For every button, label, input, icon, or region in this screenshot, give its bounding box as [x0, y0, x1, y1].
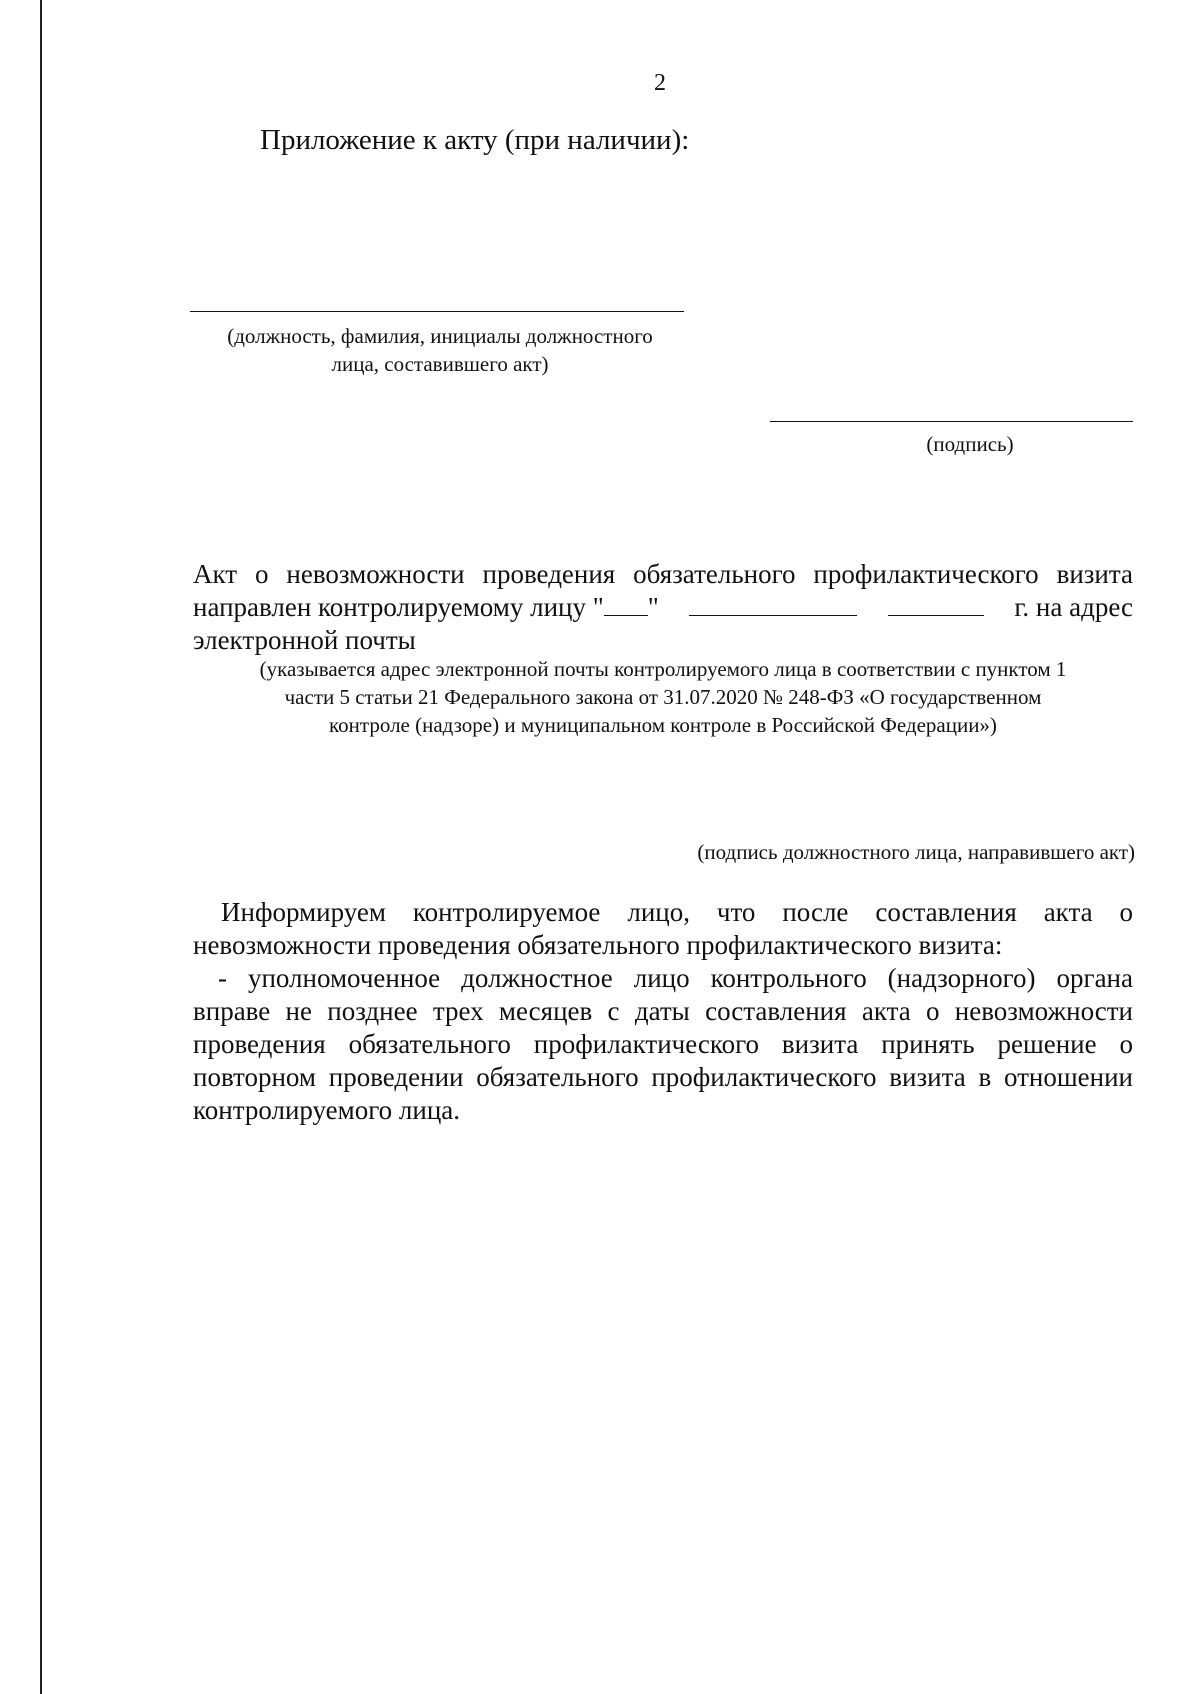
email-note	[193, 655, 1133, 739]
day-blank	[604, 591, 648, 616]
official-caption	[190, 322, 690, 378]
year-blank	[888, 591, 984, 616]
official-caption-line1: (должность, фамилия, инициалы должностного	[227, 324, 653, 348]
month-blank	[689, 591, 857, 616]
info-paragraph	[193, 896, 1133, 1127]
act-notice-line3: электронной почты	[193, 625, 416, 655]
page-number: 2	[654, 70, 666, 96]
info-line3: - уполномоченное должностное лицо контрольного (надзорного) органа	[218, 963, 1133, 993]
signature-caption: (подпись)	[926, 432, 1014, 456]
appendix-label: Приложение к акту (при наличии):	[260, 124, 690, 156]
act-notice-quote-close: "	[647, 592, 659, 622]
info-line7: контролируемого лица.	[193, 1095, 461, 1125]
info-line6: повторном проведении обязательного профилактического визита в отношении	[193, 1062, 1133, 1092]
act-notice	[193, 558, 1133, 657]
email-note-line3: контроле (надзоре) и муниципальном контроле в Российской Федерации»)	[329, 713, 997, 737]
info-line5: проведения обязательного профилактического визита принять решение о	[193, 1029, 1133, 1059]
info-line4: вправе не позднее трех месяцев с даты составления акта о невозможности	[193, 996, 1133, 1026]
act-notice-line1: Акт о невозможности проведения обязательного профилактического визита	[193, 559, 1133, 589]
email-note-line1: (указывается адрес электронной почты контролируемого лица в соответствии с пунктом 1	[259, 657, 1067, 681]
page-left-edge	[40, 0, 42, 1694]
act-notice-line2-end: г. на адрес	[1014, 592, 1133, 622]
sender-signature-caption: (подпись должностного лица, направившего акт)	[697, 840, 1135, 864]
official-name-line	[190, 311, 684, 312]
official-caption-line2: лица, составившего акт)	[331, 352, 549, 376]
act-notice-line2	[193, 591, 1133, 624]
info-line2: невозможности проведения обязательного профилактического визита:	[193, 930, 1003, 960]
act-notice-line2-start: направлен контролируемому лицу "	[193, 592, 604, 622]
info-line1: Информируем контролируемое лицо, что после составления акта о	[221, 897, 1133, 927]
signature-line	[770, 421, 1133, 422]
email-note-line2: части 5 статьи 21 Федерального закона от 31.07.2020 № 248-ФЗ «О государственном	[284, 685, 1042, 709]
